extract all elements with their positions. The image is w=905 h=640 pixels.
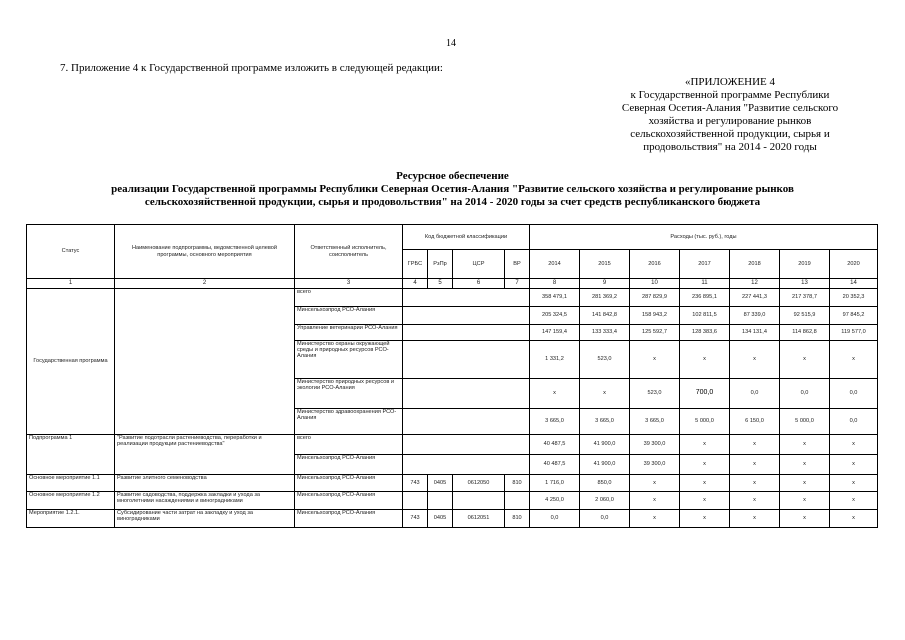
row-value: 128 383,6 [680, 325, 730, 341]
row-value: 6 150,0 [730, 409, 780, 435]
row-executor: Министерство здравоохранения РСО-Алания [295, 409, 403, 435]
row-value: 217 378,7 [780, 289, 830, 307]
row-value: 523,0 [630, 379, 680, 409]
header-year: 2014 [530, 250, 580, 279]
row-value: x [780, 475, 830, 492]
row-value: x [780, 455, 830, 475]
row-value: x [830, 341, 878, 379]
row-value: 287 829,9 [630, 289, 680, 307]
row-name: Развитие элитного семеноводства [115, 475, 295, 492]
col-number: 4 [403, 279, 428, 289]
row-value: 281 369,2 [580, 289, 630, 307]
row-value: x [730, 435, 780, 455]
col-number: 1 [27, 279, 115, 289]
col-number: 14 [830, 279, 878, 289]
row-value: x [530, 379, 580, 409]
row-value: 4 250,0 [530, 492, 580, 510]
row-code: 0612051 [453, 510, 505, 528]
appendix-line: сельскохозяйственной продукции, сырья и [630, 128, 830, 140]
row-code [505, 492, 530, 510]
row-value: 0,0 [530, 510, 580, 528]
row-value: 41 900,0 [580, 435, 630, 455]
row-value: x [730, 492, 780, 510]
row-codes [403, 409, 530, 435]
row-value: 1 716,0 [530, 475, 580, 492]
col-number: 12 [730, 279, 780, 289]
row-status: Основное мероприятие 1.1 [27, 475, 115, 492]
row-value: 700,0 [680, 379, 730, 409]
col-number: 11 [680, 279, 730, 289]
row-value: 102 811,5 [680, 307, 730, 325]
row-code [403, 492, 428, 510]
row-value: 20 352,3 [830, 289, 878, 307]
row-code: 0405 [428, 475, 453, 492]
row-value: x [630, 475, 680, 492]
row-value: x [730, 475, 780, 492]
row-code: 743 [403, 510, 428, 528]
header-code-grbs: ГРБС [403, 250, 428, 279]
row-status: Подпрограмма 1 [27, 435, 115, 475]
row-value: 158 943,2 [630, 307, 680, 325]
row-value: 523,0 [580, 341, 630, 379]
title-line: Ресурсное обеспечение [396, 170, 509, 182]
row-code [453, 492, 505, 510]
row-value: x [730, 455, 780, 475]
row-value: 3 665,0 [580, 409, 630, 435]
row-executor: Управление ветеринарии РСО-Алания [295, 325, 403, 341]
row-value: x [830, 492, 878, 510]
row-value: 0,0 [830, 379, 878, 409]
row-value: 97 845,2 [830, 307, 878, 325]
row-codes [403, 455, 530, 475]
row-value: 850,0 [580, 475, 630, 492]
col-number: 8 [530, 279, 580, 289]
row-value: x [680, 475, 730, 492]
appendix-line: продовольствия" на 2014 - 2020 годы [643, 141, 817, 153]
row-value: 147 159,4 [530, 325, 580, 341]
row-value: 133 333,4 [580, 325, 630, 341]
row-executor: Министерство охраны окружающей среды и природных ресурсов РСО-Алания [295, 341, 403, 379]
row-value: x [780, 492, 830, 510]
row-code: 810 [505, 475, 530, 492]
row-value: x [830, 510, 878, 528]
header-year: 2017 [680, 250, 730, 279]
row-executor: Министерство природных ресурсов и экологии РСО-Алания [295, 379, 403, 409]
header-budget-code: Код бюджетной классификации [403, 225, 530, 250]
row-value: x [580, 379, 630, 409]
row-executor: Минсельхозпрод РСО-Алания [295, 307, 403, 325]
col-number: 5 [428, 279, 453, 289]
header-year: 2015 [580, 250, 630, 279]
row-value: x [780, 341, 830, 379]
row-value: 39 300,0 [630, 435, 680, 455]
appendix-header [590, 76, 870, 154]
appendix-line: Северная Осетия-Алания "Развитие сельского [621, 102, 839, 114]
row-value: 3 665,0 [630, 409, 680, 435]
header-year: 2020 [830, 250, 878, 279]
row-codes [403, 325, 530, 341]
row-value: 1 331,2 [530, 341, 580, 379]
appendix-line: «ПРИЛОЖЕНИЕ 4 [684, 76, 776, 88]
row-executor: всего [295, 289, 403, 307]
col-number: 7 [505, 279, 530, 289]
col-number: 10 [630, 279, 680, 289]
row-value: 134 131,4 [730, 325, 780, 341]
header-status: Статус [27, 225, 115, 279]
row-codes [403, 341, 530, 379]
appendix-line: хозяйства и регулирование рынков [648, 115, 812, 127]
row-codes [403, 307, 530, 325]
row-value: 87 339,0 [730, 307, 780, 325]
row-value: 358 479,1 [530, 289, 580, 307]
row-executor: Минсельхозпрод РСО-Алания [295, 492, 403, 510]
row-value: 39 300,0 [630, 455, 680, 475]
col-number: 13 [780, 279, 830, 289]
row-status: Государственная программа [27, 289, 115, 435]
row-value: x [680, 492, 730, 510]
row-value: 119 577,0 [830, 325, 878, 341]
row-value: 125 592,7 [630, 325, 680, 341]
page-number: 14 [446, 38, 456, 49]
row-value: 3 665,0 [530, 409, 580, 435]
table-row [27, 289, 878, 307]
row-value: 205 324,5 [530, 307, 580, 325]
row-value: 92 515,9 [780, 307, 830, 325]
col-number: 6 [453, 279, 505, 289]
row-name [115, 289, 295, 435]
row-codes [403, 379, 530, 409]
row-value: x [630, 510, 680, 528]
row-value: 0,0 [780, 379, 830, 409]
row-value: x [680, 455, 730, 475]
col-number: 2 [115, 279, 295, 289]
row-code: 810 [505, 510, 530, 528]
col-number: 9 [580, 279, 630, 289]
row-status: Мероприятие 1.2.1. [27, 510, 115, 528]
row-value: 0,0 [730, 379, 780, 409]
row-value: x [680, 510, 730, 528]
intro-text: 7. Приложение 4 к Государственной программе изложить в следующей редакции: [60, 62, 443, 74]
appendix-line: к Государственной программе Республики [630, 89, 830, 101]
row-name: Субсидирование части затрат на закладку и уход за виноградниками [115, 510, 295, 528]
title-line: реализации Государственной программы Республики Северная Осетия-Алания "Развитие сельского хозяйства и регулирование рынков [111, 183, 794, 195]
row-value: x [730, 510, 780, 528]
row-executor: Минсельхозпрод РСО-Алания [295, 510, 403, 528]
row-code [428, 492, 453, 510]
row-value: 114 862,8 [780, 325, 830, 341]
row-value: x [630, 492, 680, 510]
row-value: 40 487,5 [530, 455, 580, 475]
row-value: 141 842,8 [580, 307, 630, 325]
row-value: x [830, 475, 878, 492]
table-row [27, 475, 878, 492]
row-status: Основное мероприятие 1.2 [27, 492, 115, 510]
row-value: x [830, 455, 878, 475]
header-year: 2019 [780, 250, 830, 279]
row-value: 0,0 [580, 510, 630, 528]
table-row [27, 510, 878, 528]
header-executor: Ответственный исполнитель, соисполнитель [295, 225, 403, 279]
table-row [27, 492, 878, 510]
row-name: Развитие садоводства, поддержка закладки и ухода за многолетними насаждениями и виноградниками [115, 492, 295, 510]
row-executor: Минсельхозпрод РСО-Алания [295, 475, 403, 492]
header-code-csr: ЦСР [453, 250, 505, 279]
table-row [27, 435, 878, 455]
document-title [0, 170, 905, 209]
row-code: 0405 [428, 510, 453, 528]
row-value: x [630, 341, 680, 379]
header-year: 2018 [730, 250, 780, 279]
row-value: 40 487,5 [530, 435, 580, 455]
row-code: 0612050 [453, 475, 505, 492]
row-value: 5 000,0 [780, 409, 830, 435]
header-code-vr: ВР [505, 250, 530, 279]
row-value: x [680, 341, 730, 379]
row-executor: всего [295, 435, 403, 455]
row-value: 227 441,3 [730, 289, 780, 307]
row-value: x [830, 435, 878, 455]
row-value: 0,0 [830, 409, 878, 435]
row-executor: Минсельхозпрод РСО-Алания [295, 455, 403, 475]
resource-table [26, 224, 878, 528]
row-value: x [730, 341, 780, 379]
row-code: 743 [403, 475, 428, 492]
row-value: 2 060,0 [580, 492, 630, 510]
row-codes [403, 435, 530, 455]
row-value: x [780, 510, 830, 528]
col-number: 3 [295, 279, 403, 289]
row-value: 41 900,0 [580, 455, 630, 475]
row-value: 236 895,1 [680, 289, 730, 307]
row-name: "Развитие подотрасли растениеводства, переработки и реализации продукции растениеводства" [115, 435, 295, 475]
header-year: 2016 [630, 250, 680, 279]
row-value: x [780, 435, 830, 455]
header-expenses: Расходы (тыс. руб.), годы [530, 225, 878, 250]
title-line: сельскохозяйственной продукции, сырья и продовольствия" на 2014 - 2020 годы за счет средств республиканского бюджета [144, 196, 761, 208]
row-codes [403, 289, 530, 307]
row-value: x [680, 435, 730, 455]
row-value: 5 000,0 [680, 409, 730, 435]
header-code-rzpr: РзПр [428, 250, 453, 279]
header-name: Наименование подпрограммы, ведомственной целевой программы, основного мероприятия [115, 225, 295, 279]
